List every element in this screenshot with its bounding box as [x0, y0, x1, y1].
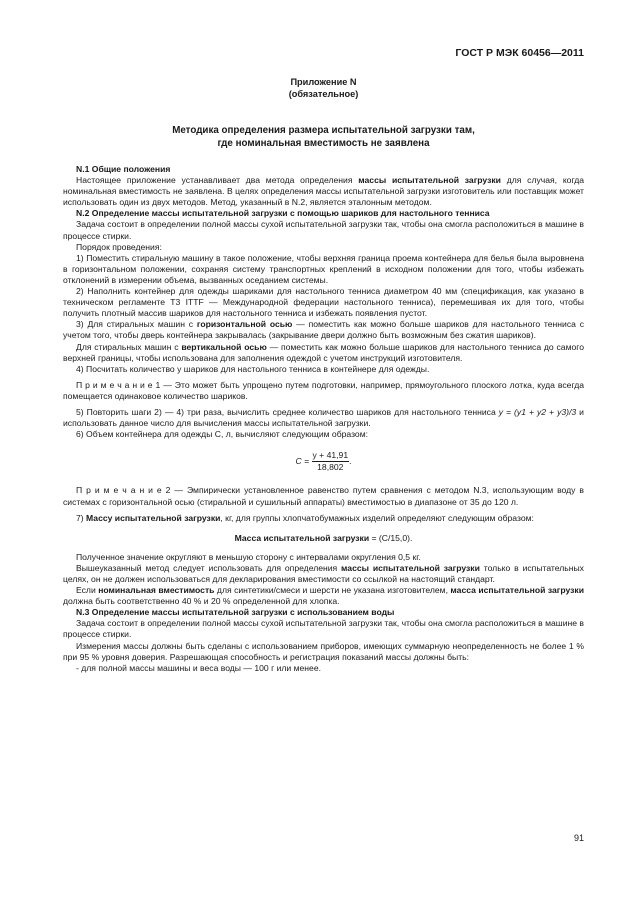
n2-heading: N.2 Определение массы испытательной загрузки с помощью шариков для настольного тенниса: [76, 208, 490, 219]
n2-step-1: 1) Поместить стиральную машину в такое положение, чтобы верхняя граница проема контейнера для белья была выровнена в горизонтальном положении, сохраняя систему транспортных креплений в исходном положении для того, чтобы избежать отклонений в измерении объема, вызванных оседанием системы.: [63, 252, 584, 285]
formula-container-volume: C = $\frac{y + 41,91}{18,802}$ .: [295, 450, 352, 473]
appendix-status: (обязательное): [288, 89, 359, 99]
n3-paragraph-2: Измерения массы должны быть сделаны с использованием приборов, имеющих суммарную неопределенность не более 1 % при 95 % уровня доверия. Разрешающая способность и регистрация показаний массы должны быть:: [63, 640, 584, 662]
appendix-label: [63, 76, 584, 100]
n2-validity-2: Если номинальная вместимость для синтетики/смеси и шерсти не указана изготовителем, масса испытательной загрузки должна быть соответственно 40 % и 20 % определенной для хлопка.: [63, 585, 585, 607]
n2-validity-1: Вышеуказанный метод следует использовать для определения массы испытательной загрузки только в испытательных целях, он не должен использоваться для декларирования вместимости со ссылкой на настоящий стандарт.: [63, 562, 584, 584]
n2-step-3: 3) Для стиральных машин с горизонтальной осью — поместить как можно больше шариков для настольного тенниса с учетом того, чтобы дверь контейнера закрывалась (закрывание двери должно быть возможным без сжатия шариков).: [63, 319, 585, 341]
n2-step-2: 2) Наполнить контейнер для одежды шариками для настольного тенниса диаметром 40 мм (спецификация, как указано в техническом регламенте Т3 ITTF — Международной федерации настольного тенниса), перемешивая их для того, чтобы получить плотный массив шариков для настольного тенниса и избежать появления пустот.: [63, 286, 584, 319]
n2-step-4: 4) Посчитать количество y шариков для настольного тенниса в контейнере для одежды.: [76, 363, 430, 374]
appendix-title: Приложение N: [290, 77, 357, 87]
n2-paragraph-2: Порядок проведения:: [76, 241, 162, 252]
n2-step-5: 5) Повторить шаги 2) — 4) три раза, вычислить среднее количество шариков для настольного тенниса y = (y1 + y2 + y3)/3 и использовать данное число для вычисления массы испытательной загрузки.: [63, 406, 584, 429]
n2-paragraph-1: Задача состоит в определении полной массы сухой испытательной загрузки так, чтобы она смогла расположиться в машине в процессе стирки.: [63, 219, 584, 241]
formula-test-load: Масса испытательной загрузки = (C/15,0).: [234, 532, 413, 543]
section-title: [63, 124, 584, 150]
n3-paragraph-1: Задача состоит в определении полной массы сухой испытательной загрузки так, чтобы она смогла расположиться в машине в процессе стирки.: [63, 618, 584, 640]
title-line-2: где номинальная вместимость не заявлена: [217, 138, 430, 149]
n2-note-2: П р и м е ч а н и е 2 — Эмпирически установленное равенство путем сравнения с методом N.3, использующим воду в системах с горизонтальной осью (стиральной и сушильный аппараты) вместимостью в диапазоне от 35 до 120 л.: [63, 485, 584, 507]
n2-rounding: Полученное значение округляют в меньшую сторону с интервалами округления 0,5 кг.: [76, 551, 421, 562]
formula-numerator: y + 41,91: [312, 450, 350, 462]
n2-step-7: 7) Массу испытательной загрузки, кг, для группы хлопчатобумажных изделий определяют следующим образом:: [76, 512, 534, 523]
n2-note-1: П р и м е ч а н и е 1 — Это может быть упрощено путем подготовки, например, прямоугольного плоского лотка, куда всегда помещается одинаковое количество шариков.: [63, 379, 584, 401]
formula-denominator: 18,802: [317, 462, 344, 473]
n3-paragraph-3: - для полной массы машины и веса воды — 100 г или менее.: [76, 662, 321, 673]
page-header: ГОСТ Р МЭК 60456—2011: [455, 47, 584, 59]
n3-heading: N.3 Определение массы испытательной загрузки с использованием воды: [76, 607, 395, 618]
n1-paragraph: Настоящее приложение устанавливает два метода определения массы испытательной загрузки для случая, когда номинальная вместимость не заявлена. В целях определения массы испытательной загрузки изготовитель или поставщик может использовать один из двух методов. Метод, указанный в N.2, является эталонным методом.: [63, 175, 585, 208]
n1-heading: N.1 Общие положения: [76, 164, 171, 174]
page-number: 91: [573, 832, 584, 843]
n2-step-6: 6) Объем контейнера для одежды C, л, вычисляют следующим образом:: [76, 429, 368, 440]
document-body: [63, 164, 584, 674]
title-line-1: Методика определения размера испытательной загрузки там,: [172, 125, 475, 136]
n2-step-3-vertical: Для стиральных машин с вертикальной осью — поместить как можно больше шариков для настольного тенниса до самого верхней границы, чтобы использована для заполнения одеждой с учетом инструкций изготовителя.: [63, 341, 584, 363]
